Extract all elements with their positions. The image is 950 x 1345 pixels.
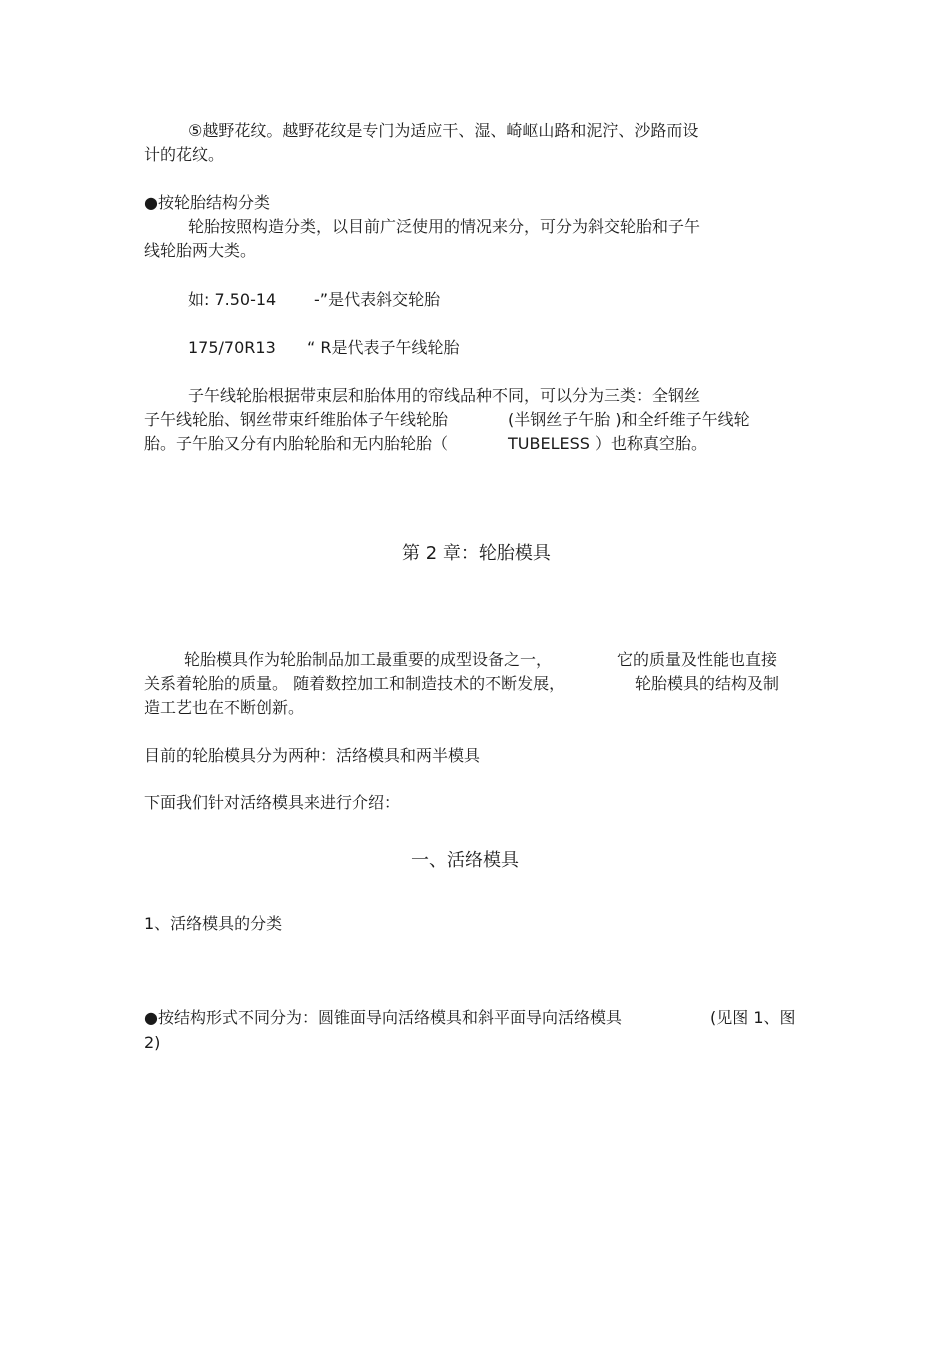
structure-intro-line2: 线轮胎两大类。: [144, 241, 257, 260]
mold-types-line: 目前的轮胎模具分为两种：活络模具和两半模具: [144, 746, 481, 765]
structure-bullet-heading: ●按轮胎结构分类: [144, 193, 270, 212]
structure-intro-line1: 轮胎按照构造分类，以目前广泛使用的情况来分，可分为斜交轮胎和子午: [188, 217, 701, 236]
classification-bullet-line1a: ●按结构形式不同分为：圆锥面导向活络模具和斜平面导向活络模具: [144, 1008, 622, 1027]
classification-bullet-line2: 2): [144, 1033, 161, 1052]
chapter2-intro-line2b: 轮胎模具的结构及制: [635, 674, 780, 693]
tread-item5-line2: 计的花纹。: [144, 145, 225, 164]
example2-code: 175/70R13: [188, 338, 276, 357]
radial-line3b: TUBELESS ）也称真空胎。: [508, 434, 707, 453]
example2-desc: “ R是代表子午线轮胎: [307, 338, 460, 357]
chapter2-intro-line1b: 它的质量及性能也直接: [617, 650, 778, 669]
chapter2-title: 第 2 章：轮胎模具: [402, 543, 551, 564]
classification-bullet-line1b: (见图 1、图: [710, 1008, 796, 1027]
section1-title: 一、活络模具: [411, 850, 519, 871]
radial-line2a: 子午线轮胎、钢丝带束纤维胎体子午线轮胎: [144, 410, 449, 429]
chapter2-intro-line1a: 轮胎模具作为轮胎制品加工最重要的成型设备之一，: [184, 650, 553, 669]
intro-next-line: 下面我们针对活络模具来进行介绍：: [144, 793, 401, 812]
radial-line1: 子午线轮胎根据带束层和胎体用的帘线品种不同，可以分为三类：全钢丝: [188, 386, 701, 405]
example1-desc: -”是代表斜交轮胎: [314, 290, 441, 309]
subsection1-title: 1、活络模具的分类: [144, 914, 283, 933]
radial-line2b: (半钢丝子午胎 )和全纤维子午线轮: [508, 410, 750, 429]
chapter2-intro-line2a: 关系着轮胎的质量。 随着数控加工和制造技术的不断发展，: [144, 674, 566, 693]
tread-item5-line1: ⑤越野花纹。越野花纹是专门为适应干、湿、崎岖山路和泥泞、沙路而设: [188, 121, 699, 140]
example1-code: 如: 7.50-14: [188, 290, 277, 309]
radial-line3a: 胎。子午胎又分有内胎轮胎和无内胎轮胎（: [144, 434, 449, 453]
chapter2-intro-line3: 造工艺也在不断创新。: [144, 698, 305, 717]
